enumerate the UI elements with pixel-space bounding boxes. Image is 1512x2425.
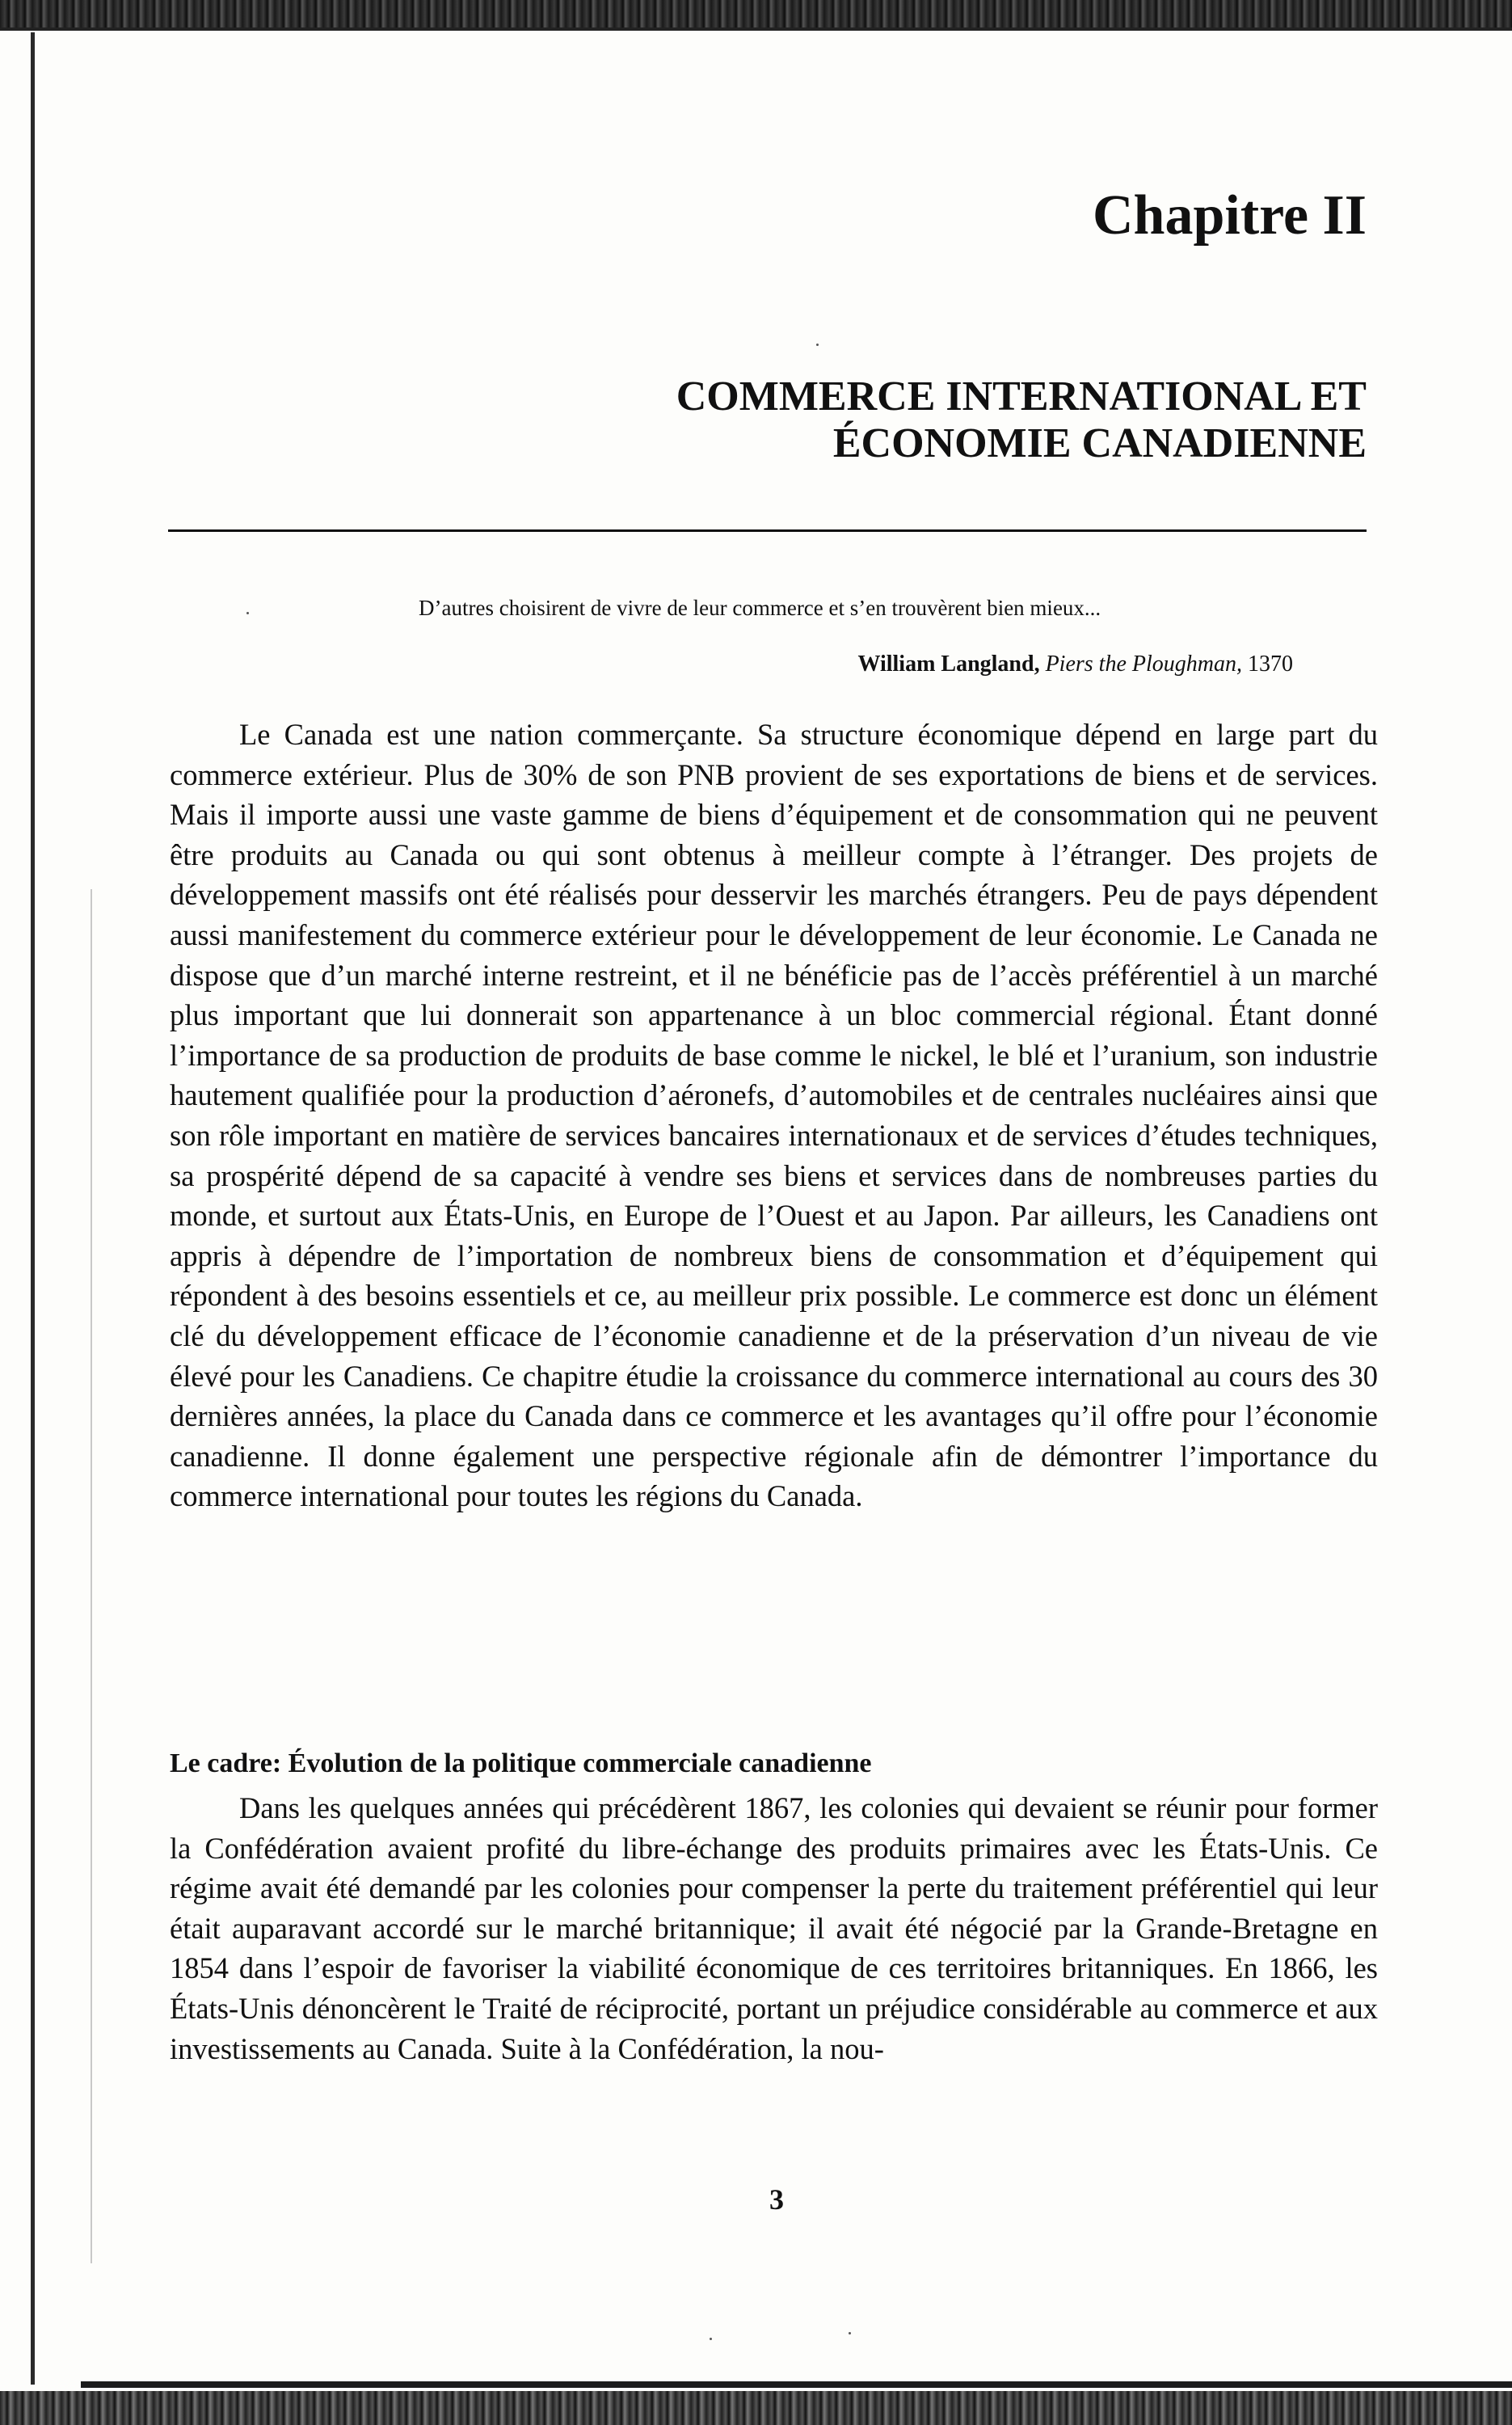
scan-edge-top (0, 0, 1512, 27)
epigraph-work: Piers the Ploughman, (1045, 652, 1242, 677)
epigraph-quote: D’autres choisirent de vivre de leur commerce et s’en trouvèrent bien mieux... (419, 596, 1101, 620)
chapter-title-line-2: ÉCONOMIE CANADIENNE (832, 420, 1367, 466)
epigraph-source (857, 652, 1293, 677)
scan-edge-left-faint (91, 889, 92, 2263)
chapter-number: Chapitre II (1092, 184, 1367, 247)
scan-edge-top-line (0, 27, 1512, 31)
scan-edge-left (31, 32, 35, 2385)
scan-edge-bottom-line (81, 2381, 1512, 2388)
section-heading: Le cadre: Évolution de la politique commerciale canadienne (170, 1748, 872, 1778)
epigraph-author: William Langland, (857, 652, 1040, 677)
scan-edge-bottom (0, 2391, 1512, 2425)
title-divider (168, 529, 1367, 532)
chapter-title (316, 373, 1367, 467)
scan-speck (246, 612, 249, 614)
page-number: 3 (769, 2183, 784, 2216)
chapter-title-line-1: COMMERCE INTERNATIONAL ET (676, 373, 1367, 420)
scan-speck (816, 344, 819, 346)
epigraph-year: 1370 (1248, 652, 1293, 677)
intro-paragraph: Le Canada est une nation commerçante. Sa structure économique dépend en large part du commerce extérieur. Plus de 30% de son PNB provient de ses exportations de biens et de services. Mais il importe aussi une vaste gamme de biens d’équipement et de consommation qui ne peuvent être produits au Canada ou qui sont obtenus à meilleur compte à l’étranger. Des projets de développement massifs ont été réalisés pour desservir les marchés étrangers. Peu de pays dépendent aussi manifestement du commerce extérieur pour le développement de leur économie. Le Canada ne dispose que d’un marché interne restreint, et il ne bénéficie pas de l’accès préférentiel à un marché plus important que lui donnerait son appartenance à un bloc commercial régional. Étant donné l’importance de sa production de produits de base comme le nickel, le blé et l’uranium, son industrie hautement qualifiée pour la production d’aéronefs, d’automobiles et de centrales nucléaires ainsi que son rôle important en matière de services bancaires internationaux et de services d’études techniques, sa prospérité dépend de sa capacité à vendre ses biens et services dans de nombreuses parties du monde, et surtout aux États-Unis, en Europe de l’Ouest et au Japon. Par ailleurs, les Canadiens ont appris à dépendre de l’importation de nombreux biens de consommation et d’équipement qui répondent à des besoins essentiels et ce, au meilleur prix possible. Le commerce est donc un élément clé du développement efficace de l’économie canadienne et de la préservation d’un niveau de vie élevé pour les Canadiens. Ce chapitre étudie la croissance du commerce international au cours des 30 dernières années, la place du Canada dans ce commerce et les avantages qu’il offre pour l’économie canadienne. Il donne également une perspective régionale afin de démontrer l’importance du commerce international pour toutes les régions du Canada. (170, 718, 1378, 1513)
scan-speck (710, 2338, 712, 2340)
scan-speck (849, 2332, 851, 2334)
framework-paragraph: Dans les quelques années qui précédèrent 1867, les colonies qui devaient se réunir pour former la Confédération avaient profité du libre-échange des produits primaires avec les États-Unis. Ce régime avait été demandé par les colonies pour compenser la perte du traitement préférentiel qui leur était auparavant accordé sur le marché britannique; il avait été négocié par la Grande-Bretagne en 1854 dans l’espoir de favoriser la viabilité économique de ces territoires britanniques. En 1866, les États-Unis dénoncèrent le Traité de réciprocité, portant un préjudice considérable au commerce et aux investissements au Canada. Suite à la Confédération, la nou- (170, 1791, 1378, 2065)
